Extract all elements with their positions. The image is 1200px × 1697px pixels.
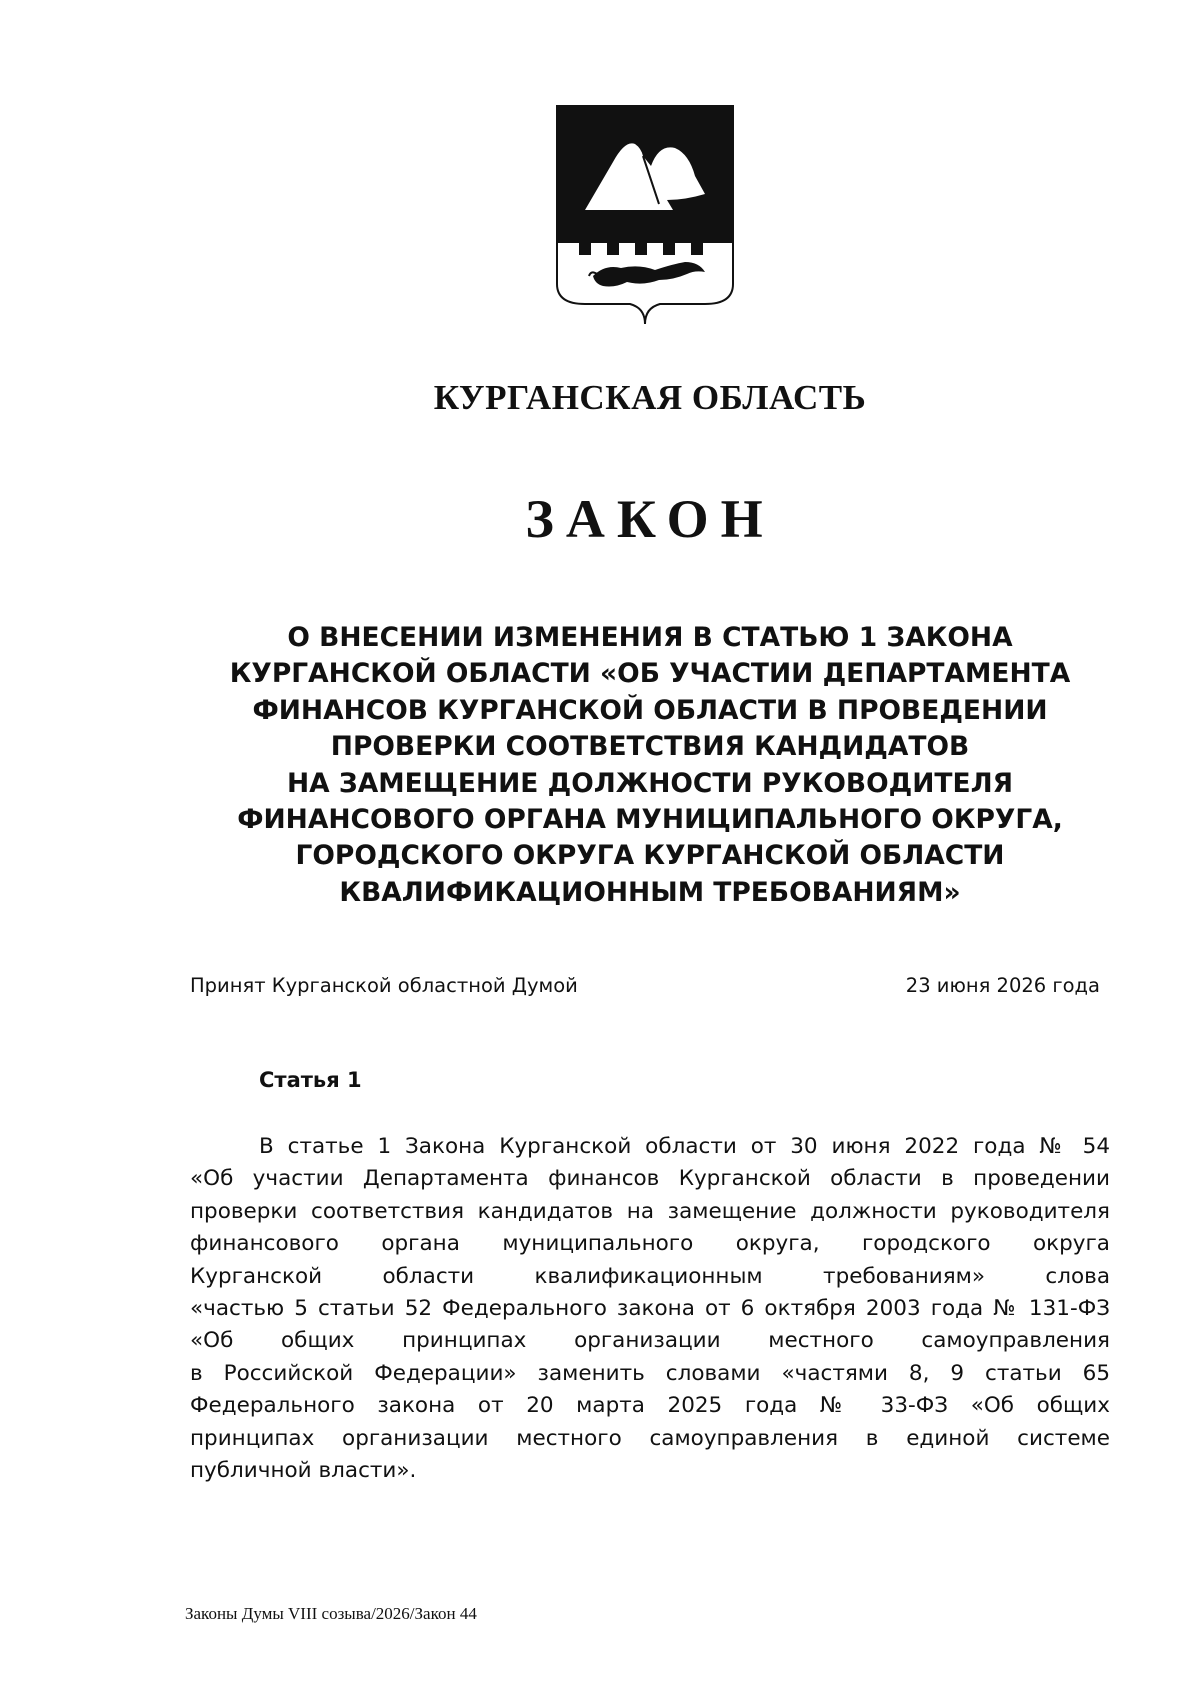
law-title-line: ФИНАНСОВ КУРГАНСКОЙ ОБЛАСТИ В ПРОВЕДЕНИИ [252, 694, 1048, 726]
region-name: КУРГАНСКАЯ ОБЛАСТЬ [433, 378, 867, 417]
law-title-line: О ВНЕСЕНИИ ИЗМЕНЕНИЯ В СТАТЬЮ 1 ЗАКОНА [287, 622, 1013, 653]
article-line: «Об участии Департамента финансов Курганской области в проведении [190, 1166, 1110, 1192]
article-line: «частью 5 статьи 52 Федерального закона от 6 октября 2003 года № 131-ФЗ [190, 1296, 1110, 1322]
law-title-line: ПРОВЕРКИ СООТВЕТСТВИЯ КАНДИДАТОВ [330, 731, 970, 763]
article-line: проверки соответствия кандидатов на замещение должности руководителя [190, 1198, 1110, 1224]
footer-reference: Законы Думы VIII созыва/2026/Закон 44 [185, 1604, 477, 1623]
article-body [190, 1131, 1110, 1487]
article-line: в Российской Федерации» заменить словами «частями 8, 9 статьи 65 [190, 1360, 1110, 1386]
document-type: ЗАКОН [525, 489, 775, 549]
article-line: В статье 1 Закона Курганской области от 30 июня 2022 года № 54 [259, 1134, 1110, 1159]
article-line: финансового органа муниципального округа, городского округа [190, 1231, 1110, 1257]
adoption-date: 23 июня 2026 года [905, 974, 1100, 997]
law-title-line: НА ЗАМЕЩЕНИЕ ДОЛЖНОСТИ РУКОВОДИТЕЛЯ [287, 767, 1013, 799]
law-title-line: ГОРОДСКОГО ОКРУГА КУРГАНСКОЙ ОБЛАСТИ [295, 840, 1005, 872]
article-line: публичной власти». [190, 1458, 417, 1484]
law-title-line: ФИНАНСОВОГО ОРГАНА МУНИЦИПАЛЬНОГО ОКРУГА, [237, 804, 1063, 836]
law-title-line: КВАЛИФИКАЦИОННЫМ ТРЕБОВАНИЯМ» [339, 876, 961, 908]
article-line: принципах организации местного самоуправления в единой системе [190, 1425, 1110, 1451]
article-line: Курганской области квалификационным требованиям» слова [190, 1263, 1110, 1289]
law-title-line: КУРГАНСКОЙ ОБЛАСТИ «ОБ УЧАСТИИ ДЕПАРТАМЕНТА [229, 658, 1071, 690]
law-title [190, 620, 1110, 911]
article-heading: Статья 1 [259, 1068, 362, 1092]
kurgan-region-coat-of-arms-icon [555, 104, 735, 344]
article-line: «Об общих принципах организации местного самоуправления [190, 1328, 1110, 1354]
article-line: Федерального закона от 20 марта 2025 года № 33-ФЗ «Об общих [190, 1393, 1110, 1419]
adopted-by: Принят Курганской областной Думой [190, 974, 578, 997]
